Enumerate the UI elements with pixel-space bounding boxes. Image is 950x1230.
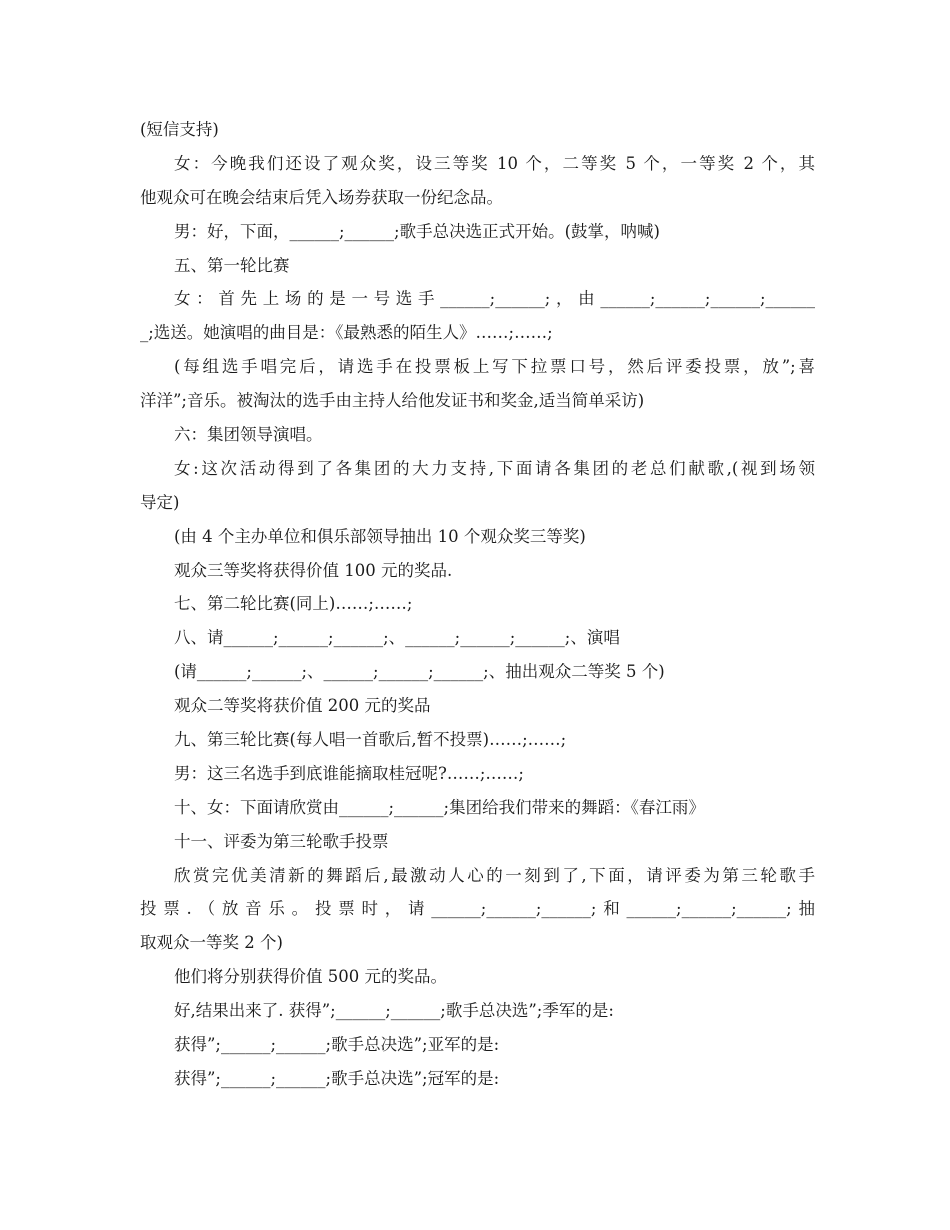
text-line: 欣赏完优美清新的舞蹈后,最激动人心的一刻到了,下面，请评委为第三轮歌手 [174, 865, 815, 885]
text-line: (短信支持) [140, 120, 219, 139]
section-heading: 五、第一轮比赛 [174, 255, 290, 275]
text-line: _;选送。她演唱的曲目是：《最熟悉的陌生人》……;……; [140, 323, 553, 343]
text-line: 好,结果出来了. 获得”;______;______;歌手总决选”;季军的是: [174, 1001, 614, 1021]
text-line: (由 4 个主办单位和俱乐部领导抽出 10 个观众奖三等奖) [174, 526, 586, 546]
text-line: 洋洋”;音乐。被淘汰的选手由主持人给他发证书和奖金,适当简单采访) [140, 391, 645, 411]
text-line: 导定) [140, 492, 180, 512]
text-line: (每组选手唱完后，请选手在投票板上写下拉票口号，然后评委投票，放”;喜 [174, 357, 815, 377]
text-line: 他观众可在晚会结束后凭入场券获取一份纪念品。 [140, 187, 503, 207]
text-line: 观众三等奖将获得价值 100 元的奖品. [174, 560, 453, 580]
section-heading: 十一、评委为第三轮歌手投票 [174, 831, 389, 851]
section-heading: 八、请______;______;______;、______;______;______;、演唱 [174, 628, 620, 648]
section-heading: 七、第二轮比赛(同上)……;……; [174, 594, 413, 614]
section-heading: 九、第三轮比赛(每人唱一首歌后,暂不投票)……;……; [174, 730, 567, 750]
text-line: 观众二等奖将获价值 200 元的奖品 [174, 696, 431, 716]
section-heading: 六：集团领导演唱。 [174, 425, 323, 445]
text-line: 女:这次活动得到了各集团的大力支持,下面请各集团的老总们献歌,(视到场领 [174, 458, 815, 478]
text-line: 获得”;______;______;歌手总决选”;亚军的是: [174, 1035, 500, 1055]
text-line: 男：这三名选手到底谁能摘取桂冠呢?……;……; [174, 763, 524, 783]
text-line: 男：好，下面，______;______;歌手总决选正式开始。(鼓掌，呐喊) [174, 221, 660, 241]
text-line: 他们将分别获得价值 500 元的奖品。 [174, 967, 447, 987]
text-line: 获得”;______;______;歌手总决选”;冠军的是: [174, 1068, 500, 1088]
text-line: 取观众一等奖 2 个) [140, 933, 283, 953]
text-line: 女：首先上场的是一号选手______;______;，由______;______;______;______ [174, 289, 815, 309]
text-line: 投票.（放音乐。投票时，请______;______;______;和______;______;______;抽 [140, 899, 815, 919]
document-body [140, 113, 815, 1096]
text-line: 女：今晚我们还设了观众奖，设三等奖 10 个，二等奖 5 个，一等奖 2 个，其 [174, 153, 815, 173]
text-line: (请______;______;、______;______;______;、抽出观众二等奖 5 个) [174, 662, 665, 682]
section-heading: 十、女：下面请欣赏由______;______;集团给我们带来的舞蹈：《春江雨》 [174, 797, 705, 817]
